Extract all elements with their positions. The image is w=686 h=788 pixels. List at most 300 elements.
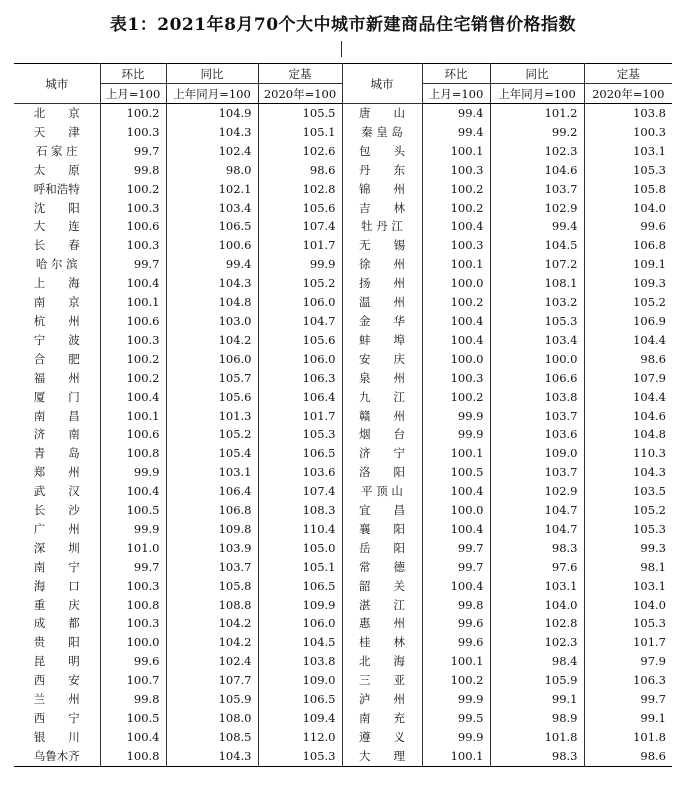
city-name-left: 厦 门 — [14, 388, 100, 407]
fixed-base-value-left: 106.5 — [258, 577, 342, 596]
fixed-base-value-right: 104.6 — [633, 408, 666, 423]
mom-subheader-left: 上月=100 — [100, 84, 166, 104]
mom-subheader-right: 上月=100 — [422, 84, 490, 104]
yoy-value-left: 106.0 — [166, 350, 258, 369]
table-row — [14, 444, 672, 463]
fixed-base-value-right: 97.9 — [640, 654, 666, 669]
city-name-left: 南 宁 — [14, 558, 100, 577]
yoy-header-right: 同比 — [490, 64, 584, 84]
city-name-left: 长 沙 — [14, 501, 100, 520]
mom-value-left: 100.4 — [100, 728, 166, 747]
yoy-value-left: 105.9 — [166, 690, 258, 709]
mom-value-right: 100.3 — [422, 161, 490, 180]
fixed-base-value-right: 104.4 — [633, 332, 666, 347]
city-header-right: 城市 — [342, 64, 422, 104]
city-name-right: 蚌 埠 — [342, 331, 422, 350]
fixed-base-value-left: 109.0 — [258, 671, 342, 690]
yoy-value-left: 102.4 — [166, 652, 258, 671]
city-name-right: 安 庆 — [342, 350, 422, 369]
city-name-right: 韶 关 — [342, 577, 422, 596]
table-row — [14, 142, 672, 161]
fixed-base-value-left: 102.6 — [258, 142, 342, 161]
mom-value-left: 100.8 — [100, 747, 166, 766]
fixed-base-value-right: 104.4 — [633, 389, 666, 404]
mom-value-left: 100.0 — [100, 633, 166, 652]
mom-value-left: 100.3 — [100, 199, 166, 218]
mom-value-left: 100.1 — [100, 407, 166, 426]
city-name-right: 吉 林 — [342, 199, 422, 218]
table-row — [14, 501, 672, 520]
yoy-value-right: 105.9 — [490, 671, 584, 690]
yoy-value-right: 103.2 — [490, 293, 584, 312]
mom-value-left: 99.9 — [100, 520, 166, 539]
yoy-value-right: 99.4 — [490, 217, 584, 236]
fixed-base-value-left: 103.8 — [258, 652, 342, 671]
table-row — [14, 104, 672, 123]
fixed-base-value-left: 103.6 — [258, 463, 342, 482]
city-name-right: 遵 义 — [342, 728, 422, 747]
fixed-base-value-left: 99.9 — [258, 255, 342, 274]
fixed-base-value-left: 106.5 — [258, 690, 342, 709]
mom-value-left: 99.8 — [100, 161, 166, 180]
yoy-value-right: 103.1 — [490, 577, 584, 596]
mom-value-left: 100.2 — [100, 369, 166, 388]
city-name-right: 湛 江 — [342, 596, 422, 615]
yoy-value-left: 108.0 — [166, 709, 258, 728]
mom-value-left: 100.3 — [100, 123, 166, 142]
yoy-value-left: 106.5 — [166, 217, 258, 236]
city-name-right: 岳 阳 — [342, 539, 422, 558]
fixed-base-value-right: 98.6 — [640, 351, 666, 366]
mom-value-right: 99.9 — [422, 690, 490, 709]
city-name-left: 太 原 — [14, 161, 100, 180]
header-row-1 — [14, 64, 672, 84]
city-name-right: 金 华 — [342, 312, 422, 331]
mom-value-right: 100.1 — [422, 747, 490, 766]
city-name-left: 济 南 — [14, 425, 100, 444]
city-name-right: 秦 皇 岛 — [342, 123, 422, 142]
mom-value-right: 100.4 — [422, 482, 490, 501]
mom-value-right: 100.2 — [422, 293, 490, 312]
city-header-left: 城市 — [14, 64, 100, 104]
yoy-value-right: 104.5 — [490, 236, 584, 255]
yoy-value-left: 105.8 — [166, 577, 258, 596]
fixed-base-value-right: 105.3 — [633, 521, 666, 536]
yoy-value-left: 105.6 — [166, 388, 258, 407]
table-row — [14, 199, 672, 218]
city-name-left: 大 连 — [14, 217, 100, 236]
yoy-value-right: 104.7 — [490, 520, 584, 539]
text-cursor — [341, 41, 342, 57]
fixed-base-value-right: 98.6 — [640, 748, 666, 763]
yoy-value-left: 104.8 — [166, 293, 258, 312]
yoy-value-left: 103.7 — [166, 558, 258, 577]
table-row — [14, 217, 672, 236]
fixed-base-value-right: 105.3 — [633, 162, 666, 177]
city-name-right: 常 德 — [342, 558, 422, 577]
mom-value-left: 100.4 — [100, 482, 166, 501]
table-title: 表1：2021年8月70个大中城市新建商品住宅销售价格指数 — [109, 15, 577, 35]
table-row — [14, 614, 672, 633]
yoy-value-right: 99.1 — [490, 690, 584, 709]
city-name-left: 广 州 — [14, 520, 100, 539]
fixed-base-value-right: 110.3 — [633, 446, 666, 461]
table-row — [14, 312, 672, 331]
fixed-base-value-right: 99.6 — [640, 219, 666, 234]
mom-value-left: 99.7 — [100, 255, 166, 274]
yoy-value-right: 103.4 — [490, 331, 584, 350]
fixed-base-value-left: 106.0 — [258, 293, 342, 312]
mom-value-left: 100.6 — [100, 425, 166, 444]
fixed-base-value-left: 104.5 — [258, 633, 342, 652]
yoy-value-left: 102.4 — [166, 142, 258, 161]
city-name-left: 西 安 — [14, 671, 100, 690]
mom-value-left: 100.2 — [100, 180, 166, 199]
fixed-base-value-left: 105.3 — [258, 425, 342, 444]
fixed-base-value-right: 106.9 — [633, 313, 666, 328]
fixed-base-value-right: 107.9 — [633, 370, 666, 385]
mom-value-left: 99.7 — [100, 142, 166, 161]
yoy-value-right: 99.2 — [490, 123, 584, 142]
fixed-base-value-right: 103.5 — [633, 484, 666, 499]
table-row — [14, 123, 672, 142]
fixed-base-value-left: 106.0 — [258, 614, 342, 633]
fixed-base-value-right: 105.8 — [633, 181, 666, 196]
table-row — [14, 180, 672, 199]
mom-value-left: 101.0 — [100, 539, 166, 558]
yoy-value-right: 101.8 — [490, 728, 584, 747]
yoy-value-left: 104.2 — [166, 614, 258, 633]
yoy-value-right: 98.4 — [490, 652, 584, 671]
city-name-right: 无 锡 — [342, 236, 422, 255]
table-row — [14, 293, 672, 312]
fixed-base-value-right: 105.2 — [633, 503, 666, 518]
city-name-left: 乌鲁木齐 — [14, 747, 100, 766]
city-name-right: 大 理 — [342, 747, 422, 766]
city-name-right: 泸 州 — [342, 690, 422, 709]
fixed-base-value-left: 105.1 — [258, 123, 342, 142]
yoy-value-right: 107.2 — [490, 255, 584, 274]
table-row — [14, 407, 672, 426]
yoy-value-right: 104.6 — [490, 161, 584, 180]
fixed-base-subheader-left: 2020年=100 — [258, 84, 342, 104]
fixed-base-value-right: 101.8 — [633, 729, 666, 744]
fixed-base-value-right: 99.7 — [640, 692, 666, 707]
yoy-value-left: 105.7 — [166, 369, 258, 388]
price-index-table — [14, 63, 672, 767]
yoy-value-right: 102.3 — [490, 142, 584, 161]
fixed-base-value-left: 106.3 — [258, 369, 342, 388]
mom-value-left: 100.5 — [100, 501, 166, 520]
mom-value-right: 100.1 — [422, 444, 490, 463]
city-name-right: 丹 东 — [342, 161, 422, 180]
city-name-right: 洛 阳 — [342, 463, 422, 482]
city-name-left: 天 津 — [14, 123, 100, 142]
table-row — [14, 388, 672, 407]
fixed-base-value-left: 112.0 — [258, 728, 342, 747]
table-row — [14, 539, 672, 558]
mom-value-right: 99.8 — [422, 596, 490, 615]
mom-header-right: 环比 — [422, 64, 490, 84]
city-name-right: 襄 阳 — [342, 520, 422, 539]
mom-value-right: 100.2 — [422, 180, 490, 199]
fixed-base-value-right: 109.3 — [633, 276, 666, 291]
fixed-base-value-right: 99.3 — [640, 540, 666, 555]
table-row — [14, 709, 672, 728]
mom-value-right: 100.0 — [422, 274, 490, 293]
yoy-value-right: 102.3 — [490, 633, 584, 652]
table-row — [14, 577, 672, 596]
city-name-left: 武 汉 — [14, 482, 100, 501]
mom-value-left: 100.4 — [100, 274, 166, 293]
table-row — [14, 161, 672, 180]
mom-value-left: 100.3 — [100, 614, 166, 633]
fixed-base-value-right: 103.1 — [633, 578, 666, 593]
mom-value-left: 100.1 — [100, 293, 166, 312]
mom-value-right: 99.6 — [422, 633, 490, 652]
mom-value-right: 100.1 — [422, 142, 490, 161]
mom-value-left: 100.6 — [100, 217, 166, 236]
fixed-base-value-left: 105.6 — [258, 199, 342, 218]
yoy-value-left: 101.3 — [166, 407, 258, 426]
city-name-left: 昆 明 — [14, 652, 100, 671]
yoy-value-left: 107.7 — [166, 671, 258, 690]
fixed-base-value-left: 106.0 — [258, 350, 342, 369]
mom-value-left: 100.2 — [100, 350, 166, 369]
yoy-value-right: 105.3 — [490, 312, 584, 331]
yoy-value-right: 102.9 — [490, 482, 584, 501]
city-name-right: 九 江 — [342, 388, 422, 407]
yoy-value-right: 108.1 — [490, 274, 584, 293]
fixed-base-value-right: 106.3 — [633, 673, 666, 688]
fixed-base-value-left: 107.4 — [258, 217, 342, 236]
fixed-base-value-left: 110.4 — [258, 520, 342, 539]
city-name-left: 合 肥 — [14, 350, 100, 369]
table-row — [14, 274, 672, 293]
city-name-right: 济 宁 — [342, 444, 422, 463]
mom-value-right: 99.6 — [422, 614, 490, 633]
table-row — [14, 425, 672, 444]
yoy-value-right: 98.9 — [490, 709, 584, 728]
city-name-left: 西 宁 — [14, 709, 100, 728]
fixed-base-value-left: 105.2 — [258, 274, 342, 293]
city-name-left: 哈 尔 滨 — [14, 255, 100, 274]
city-name-right: 烟 台 — [342, 425, 422, 444]
yoy-value-left: 104.2 — [166, 331, 258, 350]
mom-value-right: 100.0 — [422, 501, 490, 520]
yoy-value-right: 101.2 — [490, 104, 584, 123]
table-row — [14, 652, 672, 671]
fixed-base-subheader-right: 2020年=100 — [584, 84, 672, 104]
mom-value-right: 100.2 — [422, 388, 490, 407]
mom-value-left: 100.3 — [100, 577, 166, 596]
yoy-value-right: 106.6 — [490, 369, 584, 388]
table-row — [14, 520, 672, 539]
city-name-right: 平 顶 山 — [342, 482, 422, 501]
mom-value-right: 100.3 — [422, 369, 490, 388]
yoy-value-left: 99.4 — [166, 255, 258, 274]
city-name-right: 南 充 — [342, 709, 422, 728]
mom-value-right: 100.4 — [422, 312, 490, 331]
mom-value-right: 100.3 — [422, 236, 490, 255]
mom-value-right: 99.9 — [422, 425, 490, 444]
city-name-left: 青 岛 — [14, 444, 100, 463]
table-row — [14, 482, 672, 501]
yoy-value-left: 103.0 — [166, 312, 258, 331]
city-name-left: 南 昌 — [14, 407, 100, 426]
city-name-left: 长 春 — [14, 236, 100, 255]
table-row — [14, 331, 672, 350]
city-name-left: 呼和浩特 — [14, 180, 100, 199]
city-name-left: 北 京 — [14, 104, 100, 123]
yoy-value-right: 102.8 — [490, 614, 584, 633]
fixed-base-value-left: 102.8 — [258, 180, 342, 199]
table-row — [14, 728, 672, 747]
yoy-value-right: 103.7 — [490, 463, 584, 482]
table-row — [14, 369, 672, 388]
city-name-left: 重 庆 — [14, 596, 100, 615]
mom-value-right: 100.1 — [422, 652, 490, 671]
mom-value-right: 99.7 — [422, 539, 490, 558]
fixed-base-value-left: 109.9 — [258, 596, 342, 615]
yoy-value-left: 98.0 — [166, 161, 258, 180]
mom-value-left: 99.7 — [100, 558, 166, 577]
yoy-value-left: 104.3 — [166, 274, 258, 293]
mom-value-left: 99.6 — [100, 652, 166, 671]
fixed-base-value-right: 104.8 — [633, 427, 666, 442]
city-name-right: 温 州 — [342, 293, 422, 312]
table-row — [14, 747, 672, 766]
city-name-right: 锦 州 — [342, 180, 422, 199]
yoy-value-right: 109.0 — [490, 444, 584, 463]
city-name-left: 兰 州 — [14, 690, 100, 709]
yoy-value-right: 98.3 — [490, 539, 584, 558]
table-row — [14, 633, 672, 652]
mom-value-right: 100.4 — [422, 520, 490, 539]
table-row — [14, 236, 672, 255]
fixed-base-value-right: 98.1 — [640, 559, 666, 574]
mom-value-left: 99.9 — [100, 463, 166, 482]
yoy-value-left: 104.3 — [166, 123, 258, 142]
yoy-value-right: 97.6 — [490, 558, 584, 577]
mom-value-left: 100.7 — [100, 671, 166, 690]
fixed-base-header-right: 定基 — [584, 64, 672, 84]
city-name-left: 沈 阳 — [14, 199, 100, 218]
mom-value-right: 100.0 — [422, 350, 490, 369]
yoy-value-left: 106.4 — [166, 482, 258, 501]
fixed-base-value-right: 101.7 — [633, 635, 666, 650]
mom-value-right: 100.4 — [422, 331, 490, 350]
yoy-value-left: 104.2 — [166, 633, 258, 652]
mom-value-left: 100.8 — [100, 444, 166, 463]
mom-value-left: 100.6 — [100, 312, 166, 331]
city-name-right: 徐 州 — [342, 255, 422, 274]
yoy-value-right: 104.0 — [490, 596, 584, 615]
city-name-left: 银 川 — [14, 728, 100, 747]
fixed-base-value-right: 105.3 — [633, 616, 666, 631]
table-row — [14, 690, 672, 709]
fixed-base-value-right: 106.8 — [633, 238, 666, 253]
yoy-value-right: 98.3 — [490, 747, 584, 766]
mom-value-left: 100.3 — [100, 236, 166, 255]
city-name-left: 郑 州 — [14, 463, 100, 482]
table-row — [14, 350, 672, 369]
city-name-left: 福 州 — [14, 369, 100, 388]
table-body — [14, 104, 672, 767]
mom-value-left: 100.3 — [100, 331, 166, 350]
yoy-value-left: 108.8 — [166, 596, 258, 615]
mom-value-right: 99.4 — [422, 123, 490, 142]
fixed-base-value-left: 105.3 — [258, 747, 342, 766]
city-name-right: 桂 林 — [342, 633, 422, 652]
table-row — [14, 255, 672, 274]
mom-value-right: 99.9 — [422, 728, 490, 747]
mom-value-right: 99.5 — [422, 709, 490, 728]
mom-value-right: 99.7 — [422, 558, 490, 577]
yoy-value-left: 108.5 — [166, 728, 258, 747]
mom-value-left: 100.8 — [100, 596, 166, 615]
city-name-right: 惠 州 — [342, 614, 422, 633]
city-name-right: 牡 丹 江 — [342, 217, 422, 236]
mom-value-right: 100.4 — [422, 217, 490, 236]
mom-value-right: 99.4 — [422, 104, 490, 123]
mom-value-right: 100.2 — [422, 671, 490, 690]
table-row — [14, 463, 672, 482]
yoy-subheader-right: 上年同月=100 — [490, 84, 584, 104]
fixed-base-value-left: 101.7 — [258, 236, 342, 255]
fixed-base-value-left: 106.4 — [258, 388, 342, 407]
city-name-left: 成 都 — [14, 614, 100, 633]
city-name-right: 包 头 — [342, 142, 422, 161]
yoy-value-right: 103.8 — [490, 388, 584, 407]
fixed-base-value-left: 101.7 — [258, 407, 342, 426]
yoy-value-left: 100.6 — [166, 236, 258, 255]
yoy-value-right: 103.7 — [490, 180, 584, 199]
yoy-value-left: 103.4 — [166, 199, 258, 218]
yoy-value-right: 100.0 — [490, 350, 584, 369]
yoy-value-right: 102.9 — [490, 199, 584, 218]
fixed-base-value-left: 98.6 — [258, 161, 342, 180]
mom-value-right: 100.5 — [422, 463, 490, 482]
yoy-value-left: 106.8 — [166, 501, 258, 520]
fixed-base-value-left: 105.0 — [258, 539, 342, 558]
yoy-value-left: 103.1 — [166, 463, 258, 482]
yoy-value-right: 103.6 — [490, 425, 584, 444]
city-name-right: 扬 州 — [342, 274, 422, 293]
fixed-base-value-left: 105.6 — [258, 331, 342, 350]
fixed-base-value-right: 99.1 — [640, 711, 666, 725]
city-name-right: 泉 州 — [342, 369, 422, 388]
yoy-value-right: 103.7 — [490, 407, 584, 426]
city-name-right: 宜 昌 — [342, 501, 422, 520]
mom-value-right: 99.9 — [422, 407, 490, 426]
yoy-value-left: 105.4 — [166, 444, 258, 463]
city-name-left: 宁 波 — [14, 331, 100, 350]
mom-value-left: 100.4 — [100, 388, 166, 407]
yoy-value-right: 104.7 — [490, 501, 584, 520]
mom-value-right: 100.4 — [422, 577, 490, 596]
fixed-base-value-right: 109.1 — [633, 257, 666, 272]
fixed-base-value-left: 106.5 — [258, 444, 342, 463]
fixed-base-value-left: 104.7 — [258, 312, 342, 331]
fixed-base-value-right: 104.0 — [633, 597, 666, 612]
mom-value-left: 100.2 — [100, 104, 166, 123]
yoy-subheader-left: 上年同月=100 — [166, 84, 258, 104]
city-name-left: 海 口 — [14, 577, 100, 596]
yoy-value-left: 102.1 — [166, 180, 258, 199]
mom-value-left: 100.5 — [100, 709, 166, 728]
table-row — [14, 558, 672, 577]
